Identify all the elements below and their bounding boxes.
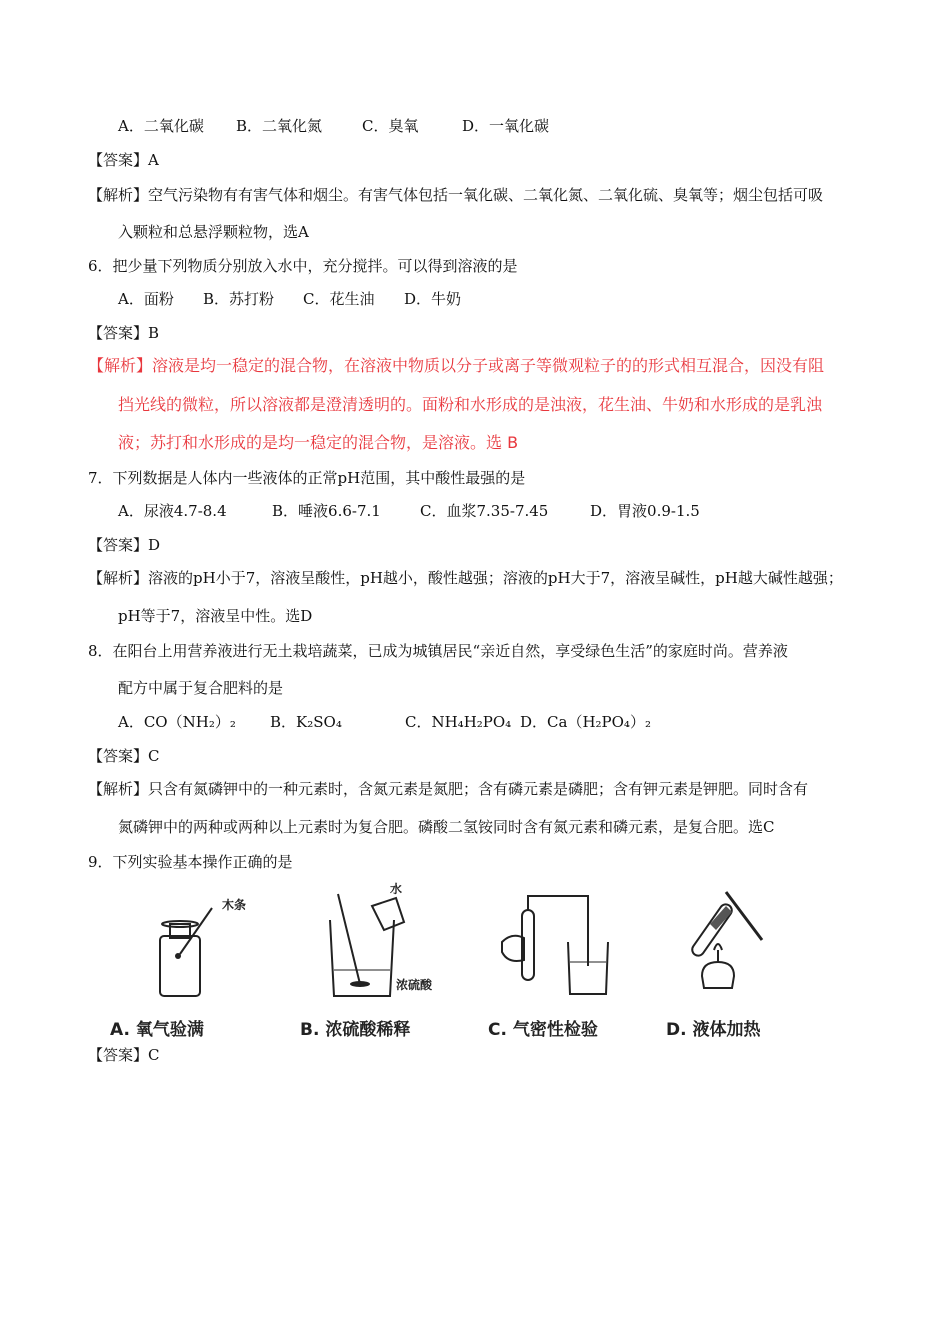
q5-analysis-line-2: 入颗粒和总悬浮颗粒物，选A — [118, 223, 309, 241]
q7-analysis-text-1: 溶液的pH小于7，溶液呈酸性，pH越小，酸性越强；溶液的pH大于7，溶液呈碱性，pH越大碱性越强； — [148, 569, 843, 587]
figure-a-label: 木条 — [222, 898, 247, 912]
q6-option-c: C．花生油 — [303, 290, 375, 308]
q6-stem: 6．把少量下列物质分别放入水中，充分搅拌。可以得到溶液的是 — [88, 257, 518, 275]
q8-stem-line-2: 配方中属于复合肥料的是 — [118, 679, 284, 697]
q8-analysis-line-1 — [88, 779, 808, 799]
q7-option-a: A．尿液4.7-8.4 — [118, 502, 227, 520]
q6-analysis-line-3: 液；苏打和水形成的是均一稳定的混合物，是溶液。选 B — [118, 433, 519, 452]
q5-option-d: D．一氧化碳 — [462, 117, 550, 135]
q5-option-c: C．臭氧 — [362, 117, 419, 135]
q6-answer: 【答案】B — [88, 324, 160, 342]
q9-stem: 9．下列实验基本操作正确的是 — [88, 853, 293, 871]
q7-option-c: C．血浆7.35-7.45 — [420, 502, 549, 520]
q7-answer: 【答案】D — [88, 536, 161, 554]
figure-d-caption: D. 液体加热 — [666, 1020, 761, 1040]
q5-answer: 【答案】A — [88, 151, 159, 169]
q7-option-b: B．唾液6.6-7.1 — [272, 502, 381, 520]
q6-analysis-line-2: 挡光线的微粒，所以溶液都是澄清透明的。面粉和水形成的是浊液，花生油、牛奶和水形成的是乳浊 — [118, 395, 823, 414]
q8-analysis-line-2: 氮磷钾中的两种或两种以上元素时为复合肥。磷酸二氢铵同时含有氮元素和磷元素，是复合肥。选C — [118, 818, 775, 836]
q6-option-a: A．面粉 — [118, 290, 174, 308]
q8-option-b: B．K₂SO₄ — [270, 713, 342, 731]
q5-analysis-text-1: 空气污染物有有害气体和烟尘。有害气体包括一氧化碳、二氧化氮、二氧化硫、臭氧等；烟尘包括可吸 — [148, 186, 824, 204]
q6-option-d: D．牛奶 — [404, 290, 462, 308]
q7-stem: 7．下列数据是人体内一些液体的正常pH范围，其中酸性最强的是 — [88, 469, 526, 487]
q6-analysis-tag: 【解析】 — [88, 356, 153, 375]
q5-option-b: B．二氧化氮 — [236, 117, 323, 135]
figure-b-dilution — [300, 880, 450, 1040]
q5-analysis-tag: 【解析】 — [88, 186, 149, 204]
q9-figure — [110, 880, 790, 1040]
figure-b-acid-label: 浓硫酸 — [396, 978, 433, 992]
q7-analysis-tag: 【解析】 — [88, 569, 149, 587]
q7-analysis-line-2: pH等于7，溶液呈中性。选D — [118, 607, 313, 625]
q7-option-d: D．胃液0.9-1.5 — [590, 502, 700, 520]
q8-answer: 【答案】C — [88, 747, 160, 765]
figure-a-oxygen-test — [110, 880, 270, 1040]
q8-option-d: D．Ca（H₂PO₄）₂ — [520, 713, 651, 731]
q8-option-c: C．NH₄H₂PO₄ — [405, 713, 512, 731]
figure-a-caption: A. 氧气验满 — [110, 1020, 204, 1040]
test-tube-icon — [488, 880, 628, 1010]
q8-option-a: A．CO（NH₂）₂ — [118, 713, 236, 731]
q5-analysis-line-1 — [88, 185, 823, 205]
q8-analysis-tag: 【解析】 — [88, 780, 149, 798]
q8-stem-line-1: 8．在阳台上用营养液进行无土栽培蔬菜，已成为城镇居民“亲近自然，享受绿色生活”的家庭时尚。营养液 — [88, 642, 788, 660]
q6-option-b: B．苏打粉 — [203, 290, 275, 308]
figure-c-caption: C. 气密性检验 — [488, 1020, 598, 1040]
figure-d-heating — [666, 880, 790, 1040]
figure-b-water-label: 水 — [390, 882, 403, 896]
q8-analysis-text-1: 只含有氮磷钾中的一种元素时，含氮元素是氮肥；含有磷元素是磷肥；含有钾元素是钾肥。同时含有 — [148, 780, 809, 798]
figure-c-airtightness — [488, 880, 628, 1040]
q7-analysis-line-1 — [88, 568, 843, 588]
figure-b-caption: B. 浓硫酸稀释 — [300, 1020, 411, 1040]
alcohol-lamp-icon — [666, 880, 790, 1010]
q5-option-a: A．二氧化碳 — [118, 117, 204, 135]
q9-answer: 【答案】C — [88, 1046, 160, 1064]
q6-analysis-line-1 — [88, 356, 824, 376]
q6-analysis-text-1: 溶液是均一稳定的混合物，在溶液中物质以分子或离子等微观粒子的的形式相互混合，因没有阻 — [152, 356, 825, 375]
